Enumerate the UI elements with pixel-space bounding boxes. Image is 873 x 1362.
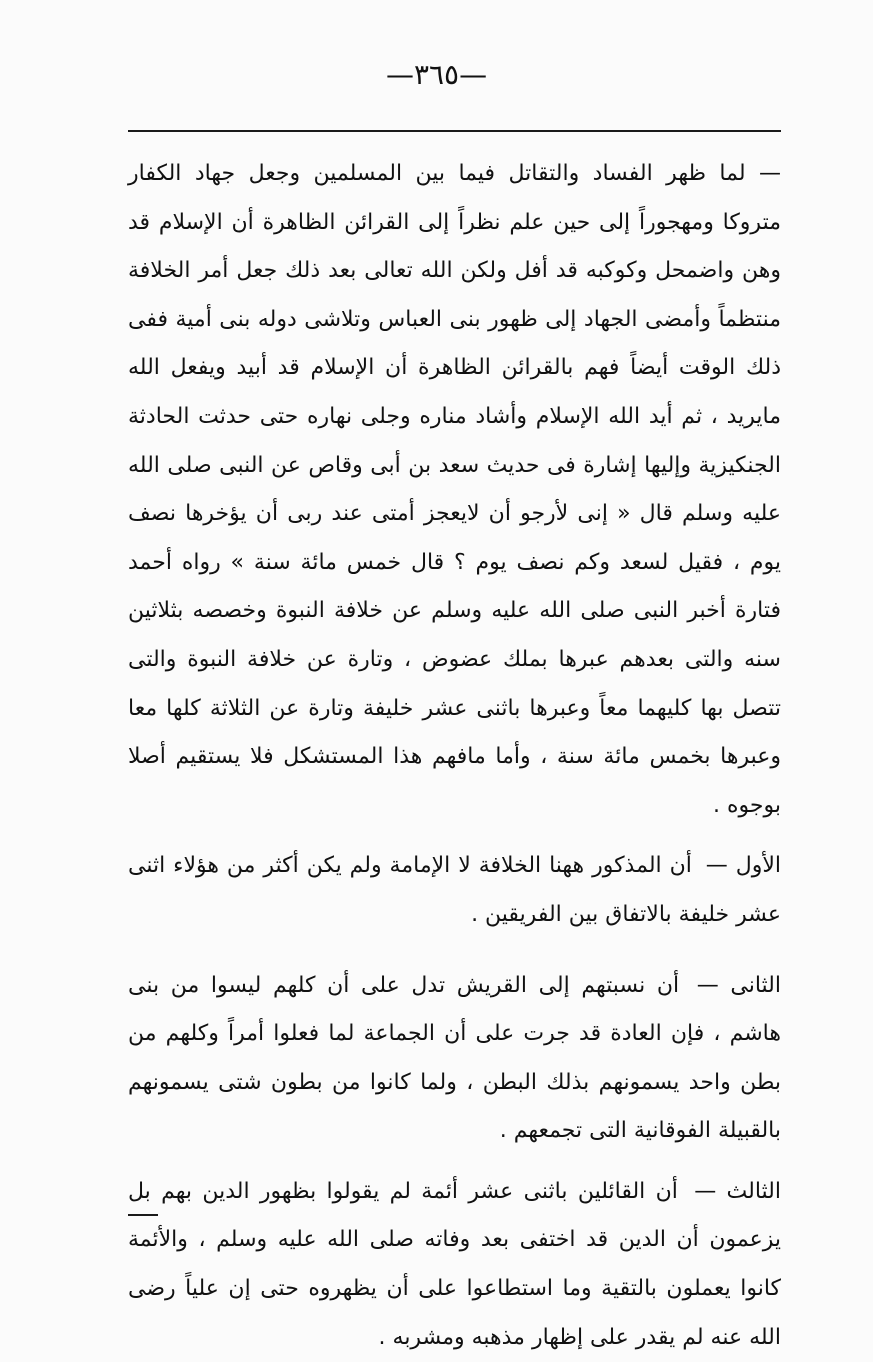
- paragraph-lead: الأول —: [705, 853, 781, 879]
- paragraph-third-point: [128, 1168, 781, 1362]
- paragraph-first-point: [128, 842, 781, 939]
- paragraph-lead: الثانى —: [696, 972, 781, 998]
- paragraph-intro: [128, 150, 781, 830]
- closing-dash: [128, 1214, 158, 1216]
- paragraph-text: أن القائلين باثنى عشر أئمة لم يقولوا بظهور الدين بهم بل يزعمون أن الدين قد اختفى بعد وفاته صلى الله عليه وسلم ، والأئمة كانوا يعملون بالتقية وما استطاعوا على أن يظهروه حتى إن علياً رضى الله عنه لم يقدر على إظهار مذهبه ومشربه .: [128, 1178, 781, 1350]
- paragraph-text: أن نسبتهم إلى القريش تدل على أن كلهم ليسوا من بنى هاشم ، فإن العادة قد جرت على أن الجماعة لما فعلوا أمراً وكلهم من بطن واحد يسمونهم بذلك البطن ، ولما كانوا من بطون شتى يسمونهم بالقبيلة الفوقانية التى تجمعهم .: [128, 972, 781, 1144]
- paragraph-text: — لما ظهر الفساد والتقاتل فيما بين المسلمين وجعل جهاد الكفار متروكا ومهجوراً إلى حين علم نظراً إلى القرائن الظاهرة أن الإسلام قد وهن واضمحل وكوكبه قد أفل ولكن الله تعالى بعد ذلك جعل أمر الخلافة منتظماً وأمضى الجهاد إلى ظهور بنى العباس وتلاشى دوله بنى أمية ففى ذلك الوقت أيضاً فهم بالقرائن الظاهرة أن الإسلام قد أبيد ويفعل الله مايريد ، ثم أيد الله الإسلام وأشاد مناره وجلى نهاره حتى حدثت الحادثة الجنكيزية وإليها إشارة فى حديث سعد بن أبى وقاص عن النبى صلى الله عليه وسلم قال « إنى لأرجو أن لايعجز أمتى عند ربى أن يؤخرها نصف يوم ، فقيل لسعد وكم نصف يوم ؟ قال خمس مائة سنة » رواه أحمد فتارة أخبر النبى صلى الله عليه وسلم عن خلافة النبوة وخصصه بثلاثين سنه والتى بعدهم عبرها بملك عضوض ، وتارة عن خلافة النبوة والتى تتصل بها كليهما معاً وعبرها باثنى عشر خليفة وتارة عن الثلاثة كلها معا وعبرها بخمس مائة سنة ، وأما مافهم هذا المستشكل فلا يستقيم أصلا بوجوه .: [128, 161, 781, 818]
- paragraph-second-point: [128, 962, 781, 1156]
- paragraph-text: أن المذكور ههنا الخلافة لا الإمامة ولم يكن أكثر من هؤلاء اثنى عشر خليفة بالاتفاق بين الفريقين .: [128, 853, 781, 927]
- header-rule: [128, 130, 781, 132]
- page-body: [128, 150, 781, 1362]
- paragraph-lead: الثالث —: [694, 1178, 781, 1204]
- page-number: —٣٦٥—: [385, 58, 488, 91]
